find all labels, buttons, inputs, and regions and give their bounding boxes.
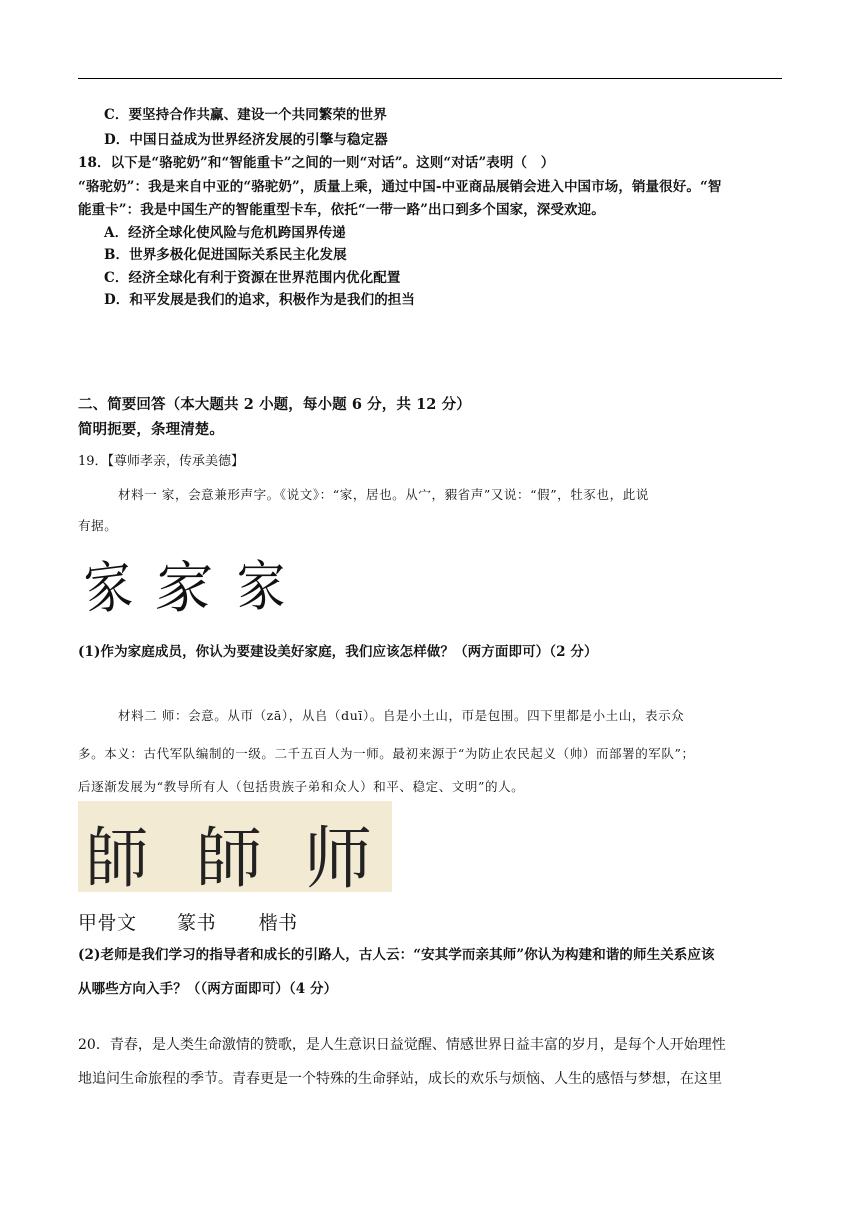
q18-option-d: D．和平发展是我们的追求，积极作为是我们的担当: [104, 292, 416, 308]
caption-seal: 篆书: [177, 912, 217, 934]
q20-line-2: 地追问生命旅程的季节。青春更是一个特殊的生命驿站，成长的欢乐与烦恼、人生的感悟与梦想，在这里: [78, 1071, 722, 1087]
q17-option-d: D．中国日益成为世界经济发展的引擎与稳定器: [104, 132, 388, 148]
q19-subquestion-1: (1)作为家庭成员，你认为要建设美好家庭，我们应该怎样做？（两方面即可）（2 分）: [78, 644, 598, 660]
header-rule: [78, 78, 782, 79]
material-1-line-2: 有据。: [78, 518, 118, 533]
q18-option-b: B．世界多极化促进国际关系民主化发展: [104, 247, 347, 263]
q18-dialogue-line-1: “骆驼奶”：我是来自中亚的“骆驼奶”，质量上乘，通过中国-中亚商品展销会进入中国市场，销量很好。“智: [78, 179, 722, 195]
q17-option-c: C．要坚持合作共赢、建设一个共同繁荣的世界: [104, 107, 387, 123]
jia-glyph-seal: 家: [236, 555, 286, 618]
material-2-line-1: 材料二 师：会意。从帀（zā），从𠂤（duī）。𠂤是小土山，帀是包围。四下里都是小土山，表示众: [118, 708, 685, 723]
jia-glyph-bronze: 家: [152, 556, 215, 621]
q19-subquestion-2-line-2: 从哪些方向入手？（（两方面即可）（4 分）: [78, 981, 338, 997]
section-title: 二、简要回答（本大题共 2 小题，每小题 6 分，共 12 分）: [78, 396, 471, 413]
shi-glyph-regular: 师: [304, 820, 373, 899]
caption-regular: 楷书: [258, 912, 298, 934]
q18-stem: 18．以下是“骆驼奶”和“智能重卡”之间的一则“对话”。这则“对话”表明（ ）: [78, 155, 555, 171]
q18-option-c: C．经济全球化有利于资源在世界范围内优化配置: [104, 270, 401, 286]
q18-option-a: A．经济全球化使风险与危机跨国界传递: [104, 225, 346, 241]
q19-heading: 19．【尊师孝亲，传承美德】: [78, 454, 245, 469]
material-2-line-3: 后逐渐发展为“教导所有人（包括贵族子弟和众人）和平、稳定、文明”的人。: [78, 779, 525, 794]
material-1-line-1: 材料一 家，会意兼形声字。《说文》：“家，居也。从宀，豭省声”又说：“假”，牡豕也，此说: [118, 487, 649, 502]
shi-glyph-seal: 師: [196, 820, 262, 897]
shi-glyph-oracle: 師: [85, 820, 149, 897]
q18-dialogue-line-2: 能重卡”：我是中国生产的智能重型卡车，依托“一带一路”出口到多个国家，深受欢迎。: [78, 202, 605, 218]
shi-glyph-image: [78, 801, 392, 899]
caption-oracle: 甲骨文: [78, 912, 137, 934]
jia-glyph-oracle: 家: [81, 553, 135, 624]
material-2-line-2: 多。本义：古代军队编制的一级。二千五百人为一师。最初来源于“为防止农民起义（帅）而部署的军队”；: [78, 746, 695, 761]
glyph-captions: [78, 908, 782, 935]
jia-glyph-image: [78, 544, 298, 624]
q19-subquestion-2-line-1: (2)老师是我们学习的指导者和成长的引路人，古人云：“安其学而亲其师”你认为构建和谐的师生关系应该: [78, 947, 715, 963]
q20-line-1: 20．青春，是人类生命激情的赞歌，是人生意识日益觉醒、情感世界日益丰富的岁月，是每个人开始理性: [78, 1037, 726, 1053]
section-instruction: 简明扼要，条理清楚。: [78, 421, 224, 438]
